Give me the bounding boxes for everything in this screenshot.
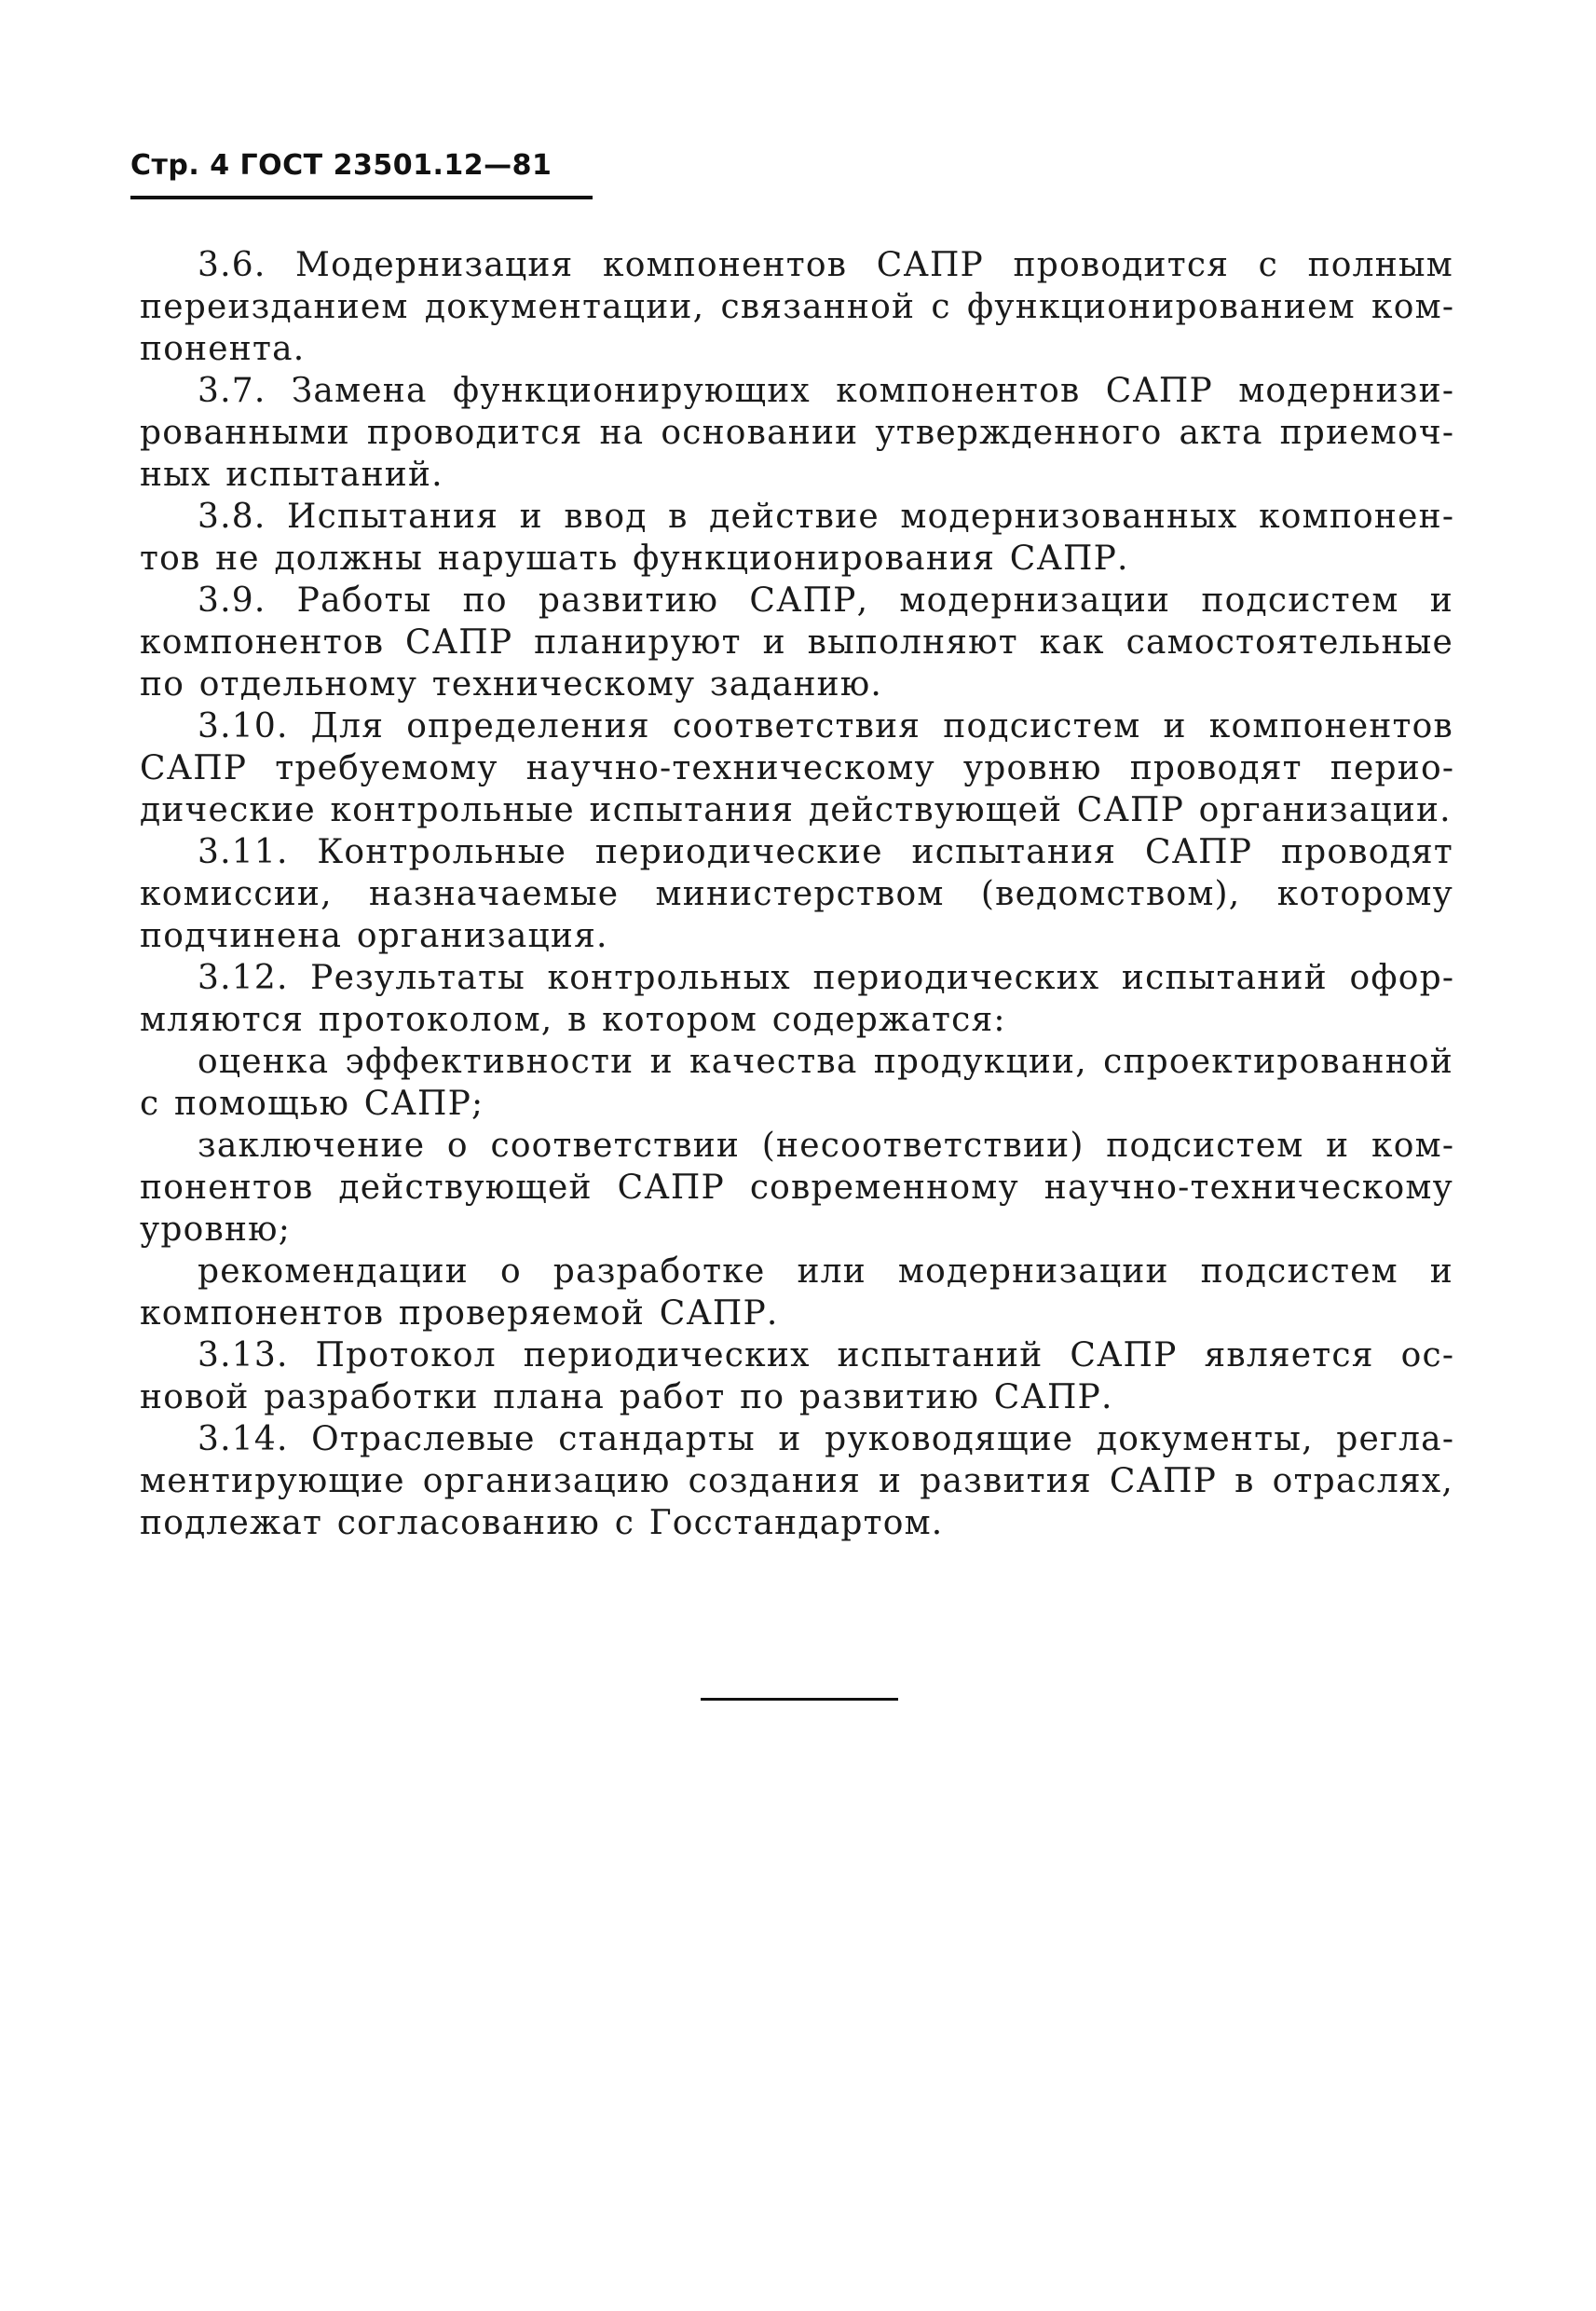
list-item-recommendations: рекомендации о разработке или модернизации подсистем и компонентов проверяемой САПР. <box>140 1252 1453 1333</box>
paragraph-3-6: 3.6. Модернизация компонентов САПР проводится с полным переизданием документации, связанной с функционированием компонента. <box>140 246 1453 368</box>
paragraph-3-11: 3.11. Контрольные периодические испытания САПР проводят комиссии, назначаемые министерством (ведомством), которому подчинена организация. <box>140 833 1453 955</box>
paragraph-3-13: 3.13. Протокол периодических испытаний САПР является основой разработки плана работ по развитию САПР. <box>140 1336 1453 1416</box>
header-rule <box>130 196 593 199</box>
paragraph-3-7: 3.7. Замена функционирующих компонентов САПР модернизированными проводится на основании утвержденного акта приемочных испытаний. <box>140 372 1453 494</box>
paragraph-3-9: 3.9. Работы по развитию САПР, модернизации подсистем и компонентов САПР планируют и выполняют как самостоятельные по отдельному техническому заданию. <box>140 581 1453 704</box>
list-item-evaluation: оценка эффективности и качества продукции, спроектированной с помощью САПР; <box>140 1043 1453 1123</box>
paragraph-3-8: 3.8. Испытания и ввод в действие модернизованных компонентов не должны нарушать функционирования САПР. <box>140 498 1453 578</box>
running-head: Стр. 4 ГОСТ 23501.12—81 <box>130 149 552 182</box>
end-rule <box>701 1698 898 1701</box>
document-body <box>140 244 1453 1544</box>
paragraph-3-10: 3.10. Для определения соответствия подсистем и компонентов САПР требуемому научно-техническому уровню проводят периодические контрольные испытания действующей САПР организации. <box>140 707 1453 829</box>
list-item-conclusion: заключение о соответствии (несоответствии) подсистем и компонентов действующей САПР современному научно-техническому уровню; <box>140 1127 1453 1249</box>
paragraph-3-14: 3.14. Отраслевые стандарты и руководящие документы, регламентирующие организацию создания и развития САПР в отраслях, подлежат согласованию с Госстандартом. <box>140 1420 1453 1542</box>
paragraph-3-12: 3.12. Результаты контрольных периодических испытаний оформляются протоколом, в котором содержатся: <box>140 959 1453 1039</box>
